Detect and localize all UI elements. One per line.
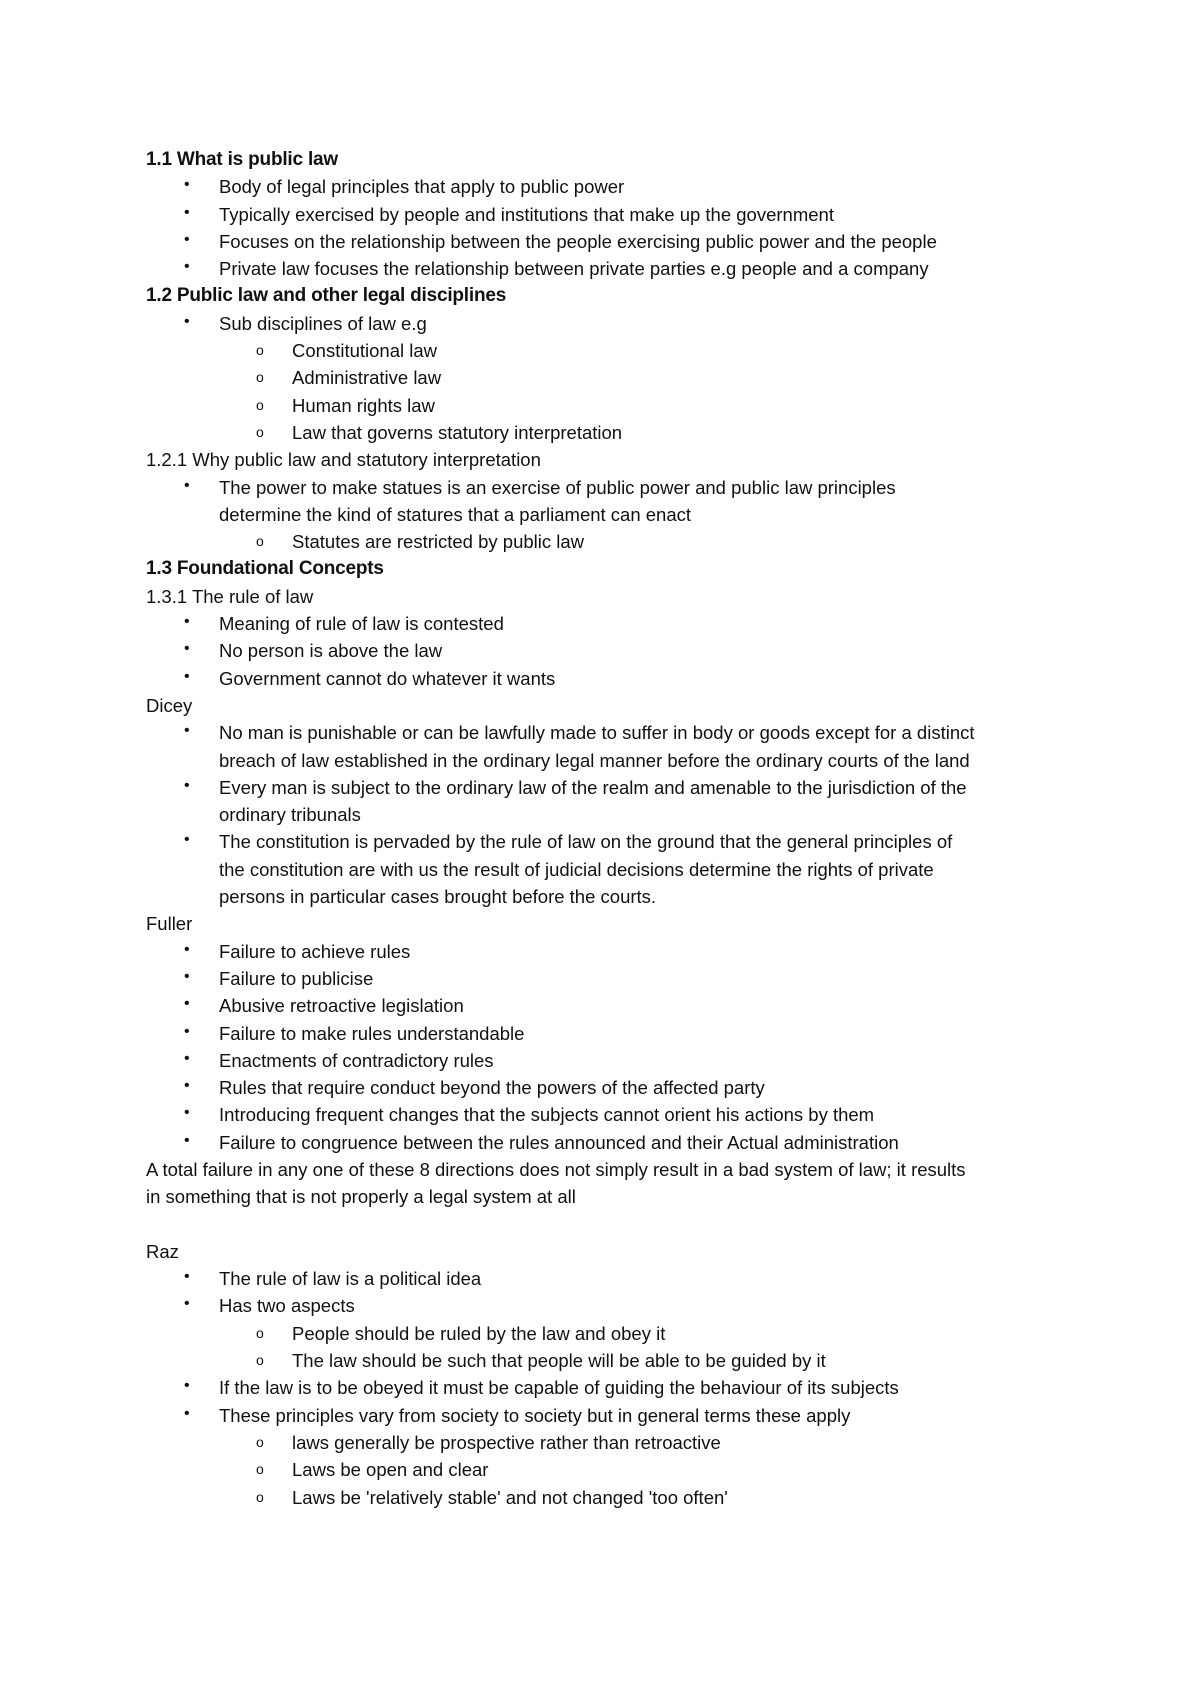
bullet-dot-icon: • xyxy=(184,667,190,685)
list-item xyxy=(146,637,1096,664)
list-item-text: Laws be 'relatively stable' and not changed 'too often' xyxy=(292,1486,728,1508)
list-item-text: No person is above the law xyxy=(219,640,443,662)
bullet-dot-icon: • xyxy=(184,312,190,330)
list-item xyxy=(146,310,1096,337)
list-item-text: Enactments of contradictory rules xyxy=(219,1049,494,1071)
bullet-circle-icon: o xyxy=(256,1461,264,1478)
list-item-text: Administrative law xyxy=(292,367,442,389)
list-item-text: No man is punishable or can be lawfully made to suffer in body or goods except for a distinct xyxy=(219,722,975,744)
list-item xyxy=(146,828,1096,855)
bullet-circle-icon: o xyxy=(256,423,264,440)
sub-list-item xyxy=(146,392,1096,419)
list-item-text: Typically exercised by people and institutions that make up the government xyxy=(219,203,834,225)
bullet-dot-icon: • xyxy=(184,995,190,1013)
list-item-text: These principles vary from society to society but in general terms these apply xyxy=(219,1404,851,1426)
document-page xyxy=(146,146,1096,1511)
bullet-dot-icon: • xyxy=(184,1295,190,1313)
list-item-continuation: breach of law established in the ordinary legal manner before the ordinary courts of the land xyxy=(219,749,970,771)
section-heading: 1.3 Foundational Concepts xyxy=(146,558,384,580)
bullet-circle-icon: o xyxy=(256,1433,264,1450)
list-item-text: Has two aspects xyxy=(219,1295,355,1317)
list-item-text: The power to make statues is an exercise of public power and public law principles xyxy=(219,476,896,498)
bullet-dot-icon: • xyxy=(184,1131,190,1149)
bullet-circle-icon: o xyxy=(256,1324,264,1341)
sub-list-item xyxy=(146,419,1096,446)
list-item-text: Constitutional law xyxy=(292,340,437,362)
sub-list-item xyxy=(146,528,1096,555)
list-item xyxy=(146,1292,1096,1319)
list-item xyxy=(146,938,1096,965)
list-item xyxy=(146,1402,1096,1429)
list-item-text: Laws be open and clear xyxy=(292,1459,489,1481)
list-item xyxy=(146,201,1096,228)
sub-list-item xyxy=(146,1484,1096,1511)
bullet-dot-icon: • xyxy=(184,258,190,276)
bullet-dot-icon: • xyxy=(184,203,190,221)
author-label: Dicey xyxy=(146,694,193,716)
bullet-dot-icon: • xyxy=(184,1049,190,1067)
bullet-circle-icon: o xyxy=(256,1352,264,1369)
bullet-dot-icon: • xyxy=(184,230,190,248)
list-item-text: Sub disciplines of law e.g xyxy=(219,312,427,334)
bullet-circle-icon: o xyxy=(256,1488,264,1505)
list-item-text: Failure to achieve rules xyxy=(219,940,411,962)
bullet-dot-icon: • xyxy=(184,776,190,794)
list-item-text: The rule of law is a political idea xyxy=(219,1268,482,1290)
list-item-text: Human rights law xyxy=(292,394,435,416)
list-item xyxy=(146,474,1096,501)
bullet-dot-icon: • xyxy=(184,1022,190,1040)
paragraph-line: in something that is not properly a legal system at all xyxy=(146,1186,576,1208)
bullet-dot-icon: • xyxy=(184,1377,190,1395)
bullet-dot-icon: • xyxy=(184,940,190,958)
sub-list-item xyxy=(146,1429,1096,1456)
list-item xyxy=(146,1374,1096,1401)
list-item-text: People should be ruled by the law and obey it xyxy=(292,1322,666,1344)
list-item xyxy=(146,992,1096,1019)
author-label: Raz xyxy=(146,1240,179,1262)
list-item-continuation: the constitution are with us the result of judicial decisions determine the rights of private xyxy=(219,858,934,880)
paragraph-line: A total failure in any one of these 8 directions does not simply result in a bad system of law; it results xyxy=(146,1158,966,1180)
bullet-dot-icon: • xyxy=(184,176,190,194)
bullet-dot-icon: • xyxy=(184,476,190,494)
bullet-dot-icon: • xyxy=(184,1104,190,1122)
subsection-heading: 1.3.1 The rule of law xyxy=(146,585,314,607)
list-item-text: Failure to congruence between the rules announced and their Actual administration xyxy=(219,1131,899,1153)
subsection-heading: 1.2.1 Why public law and statutory interpretation xyxy=(146,449,541,471)
list-item xyxy=(146,774,1096,801)
list-item-continuation: ordinary tribunals xyxy=(219,804,361,826)
list-item-text: Introducing frequent changes that the subjects cannot orient his actions by them xyxy=(219,1104,875,1126)
sub-list-item xyxy=(146,1347,1096,1374)
bullet-circle-icon: o xyxy=(256,533,264,550)
bullet-dot-icon: • xyxy=(184,1077,190,1095)
list-item xyxy=(146,255,1096,282)
bullet-circle-icon: o xyxy=(256,369,264,386)
sub-list-item xyxy=(146,337,1096,364)
list-item xyxy=(146,719,1096,746)
bullet-dot-icon: • xyxy=(184,967,190,985)
sub-list-item xyxy=(146,1456,1096,1483)
list-item-continuation: determine the kind of statures that a parliament can enact xyxy=(219,503,692,525)
list-item-text: Rules that require conduct beyond the powers of the affected party xyxy=(219,1077,765,1099)
list-item-text: Focuses on the relationship between the people exercising public power and the people xyxy=(219,230,937,252)
author-label: Fuller xyxy=(146,913,193,935)
bullet-dot-icon: • xyxy=(184,613,190,631)
section-heading: 1.1 What is public law xyxy=(146,149,338,170)
list-item xyxy=(146,228,1096,255)
list-item-text: Statutes are restricted by public law xyxy=(292,531,585,553)
bullet-dot-icon: • xyxy=(184,640,190,658)
list-item xyxy=(146,1074,1096,1101)
list-item-text: Failure to make rules understandable xyxy=(219,1022,525,1044)
list-item-text: The law should be such that people will be able to be guided by it xyxy=(292,1350,826,1372)
list-item xyxy=(146,1047,1096,1074)
list-item xyxy=(146,965,1096,992)
list-item xyxy=(146,1265,1096,1292)
section-heading: 1.2 Public law and other legal disciplines xyxy=(146,285,507,307)
list-item-text: Law that governs statutory interpretation xyxy=(292,421,623,443)
list-item xyxy=(146,665,1096,692)
list-item xyxy=(146,610,1096,637)
bullet-circle-icon: o xyxy=(256,342,264,359)
list-item-text: Body of legal principles that apply to public power xyxy=(219,176,625,198)
list-item-text: Private law focuses the relationship between private parties e.g people and a company xyxy=(219,258,929,280)
list-item-text: If the law is to be obeyed it must be capable of guiding the behaviour of its subjects xyxy=(219,1377,899,1399)
list-item-text: Government cannot do whatever it wants xyxy=(219,667,556,689)
bullet-dot-icon: • xyxy=(184,1268,190,1286)
bullet-circle-icon: o xyxy=(256,396,264,413)
bullet-dot-icon: • xyxy=(184,831,190,849)
list-item xyxy=(146,1129,1096,1156)
list-item xyxy=(146,173,1096,200)
sub-list-item xyxy=(146,364,1096,391)
list-item-text: laws generally be prospective rather than retroactive xyxy=(292,1431,721,1453)
blank-line xyxy=(146,1211,1096,1238)
list-item xyxy=(146,1101,1096,1128)
sub-list-item xyxy=(146,1320,1096,1347)
bullet-dot-icon: • xyxy=(184,1404,190,1422)
list-item-text: Failure to publicise xyxy=(219,967,374,989)
bullet-dot-icon: • xyxy=(184,722,190,740)
list-item-continuation: persons in particular cases brought before the courts. xyxy=(219,886,657,908)
list-item-text: Every man is subject to the ordinary law of the realm and amenable to the jurisdiction of the xyxy=(219,776,967,798)
list-item-text: Abusive retroactive legislation xyxy=(219,995,464,1017)
list-item-text: The constitution is pervaded by the rule of law on the ground that the general principles of xyxy=(219,831,953,853)
list-item xyxy=(146,1020,1096,1047)
list-item-text: Meaning of rule of law is contested xyxy=(219,613,504,635)
